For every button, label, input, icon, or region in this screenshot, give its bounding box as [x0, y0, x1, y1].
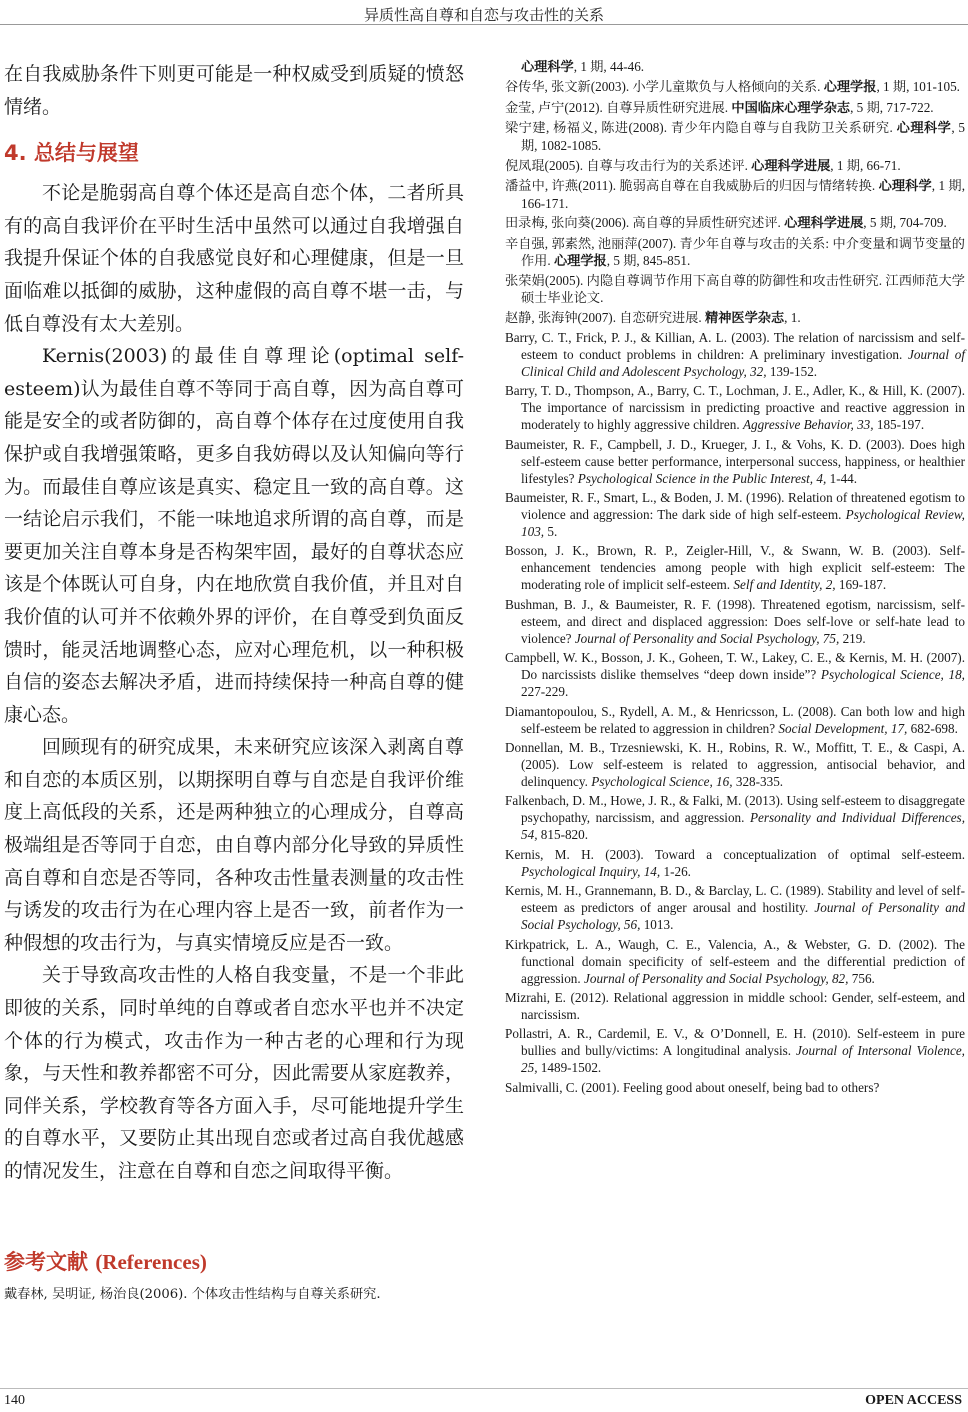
reference-pages: 185-197.: [873, 417, 925, 433]
reference-journal: Journal of Personality and Social Psychology, 75,: [574, 630, 840, 646]
reference-entry: [505, 739, 965, 790]
reference-entry: [505, 119, 965, 154]
header-rule: [0, 24, 968, 25]
reference-journal: 心理学报: [823, 80, 877, 96]
reference-text: Mizrahi, E. (2012). Relational aggression in middle school: Gender, self-esteem, and narcissism.: [505, 989, 965, 1022]
reference-text: Kirkpatrick, L. A., Waugh, C. E., Valencia, A., & Webster, G. D. (2002). The functional domain specificity of self-esteem and the differential prediction of aggression.: [505, 936, 965, 986]
reference-pages: 756.: [848, 970, 875, 986]
reference-text: Baumeister, R. F., Campbell, J. D., Krueger, J. I., & Vohs, K. D. (2003). Does high self-esteem cause better performance, interpersonal success, happiness, or healthier lifestyles?: [505, 436, 965, 486]
reference-pages: , 1.: [784, 309, 801, 325]
reference-journal: 心理科学: [521, 60, 574, 75]
references-heading-en: (References): [95, 1249, 207, 1274]
reference-pages: , 1 期, 101-105.: [876, 79, 960, 95]
section-heading-summary: 4. 总结与展望: [4, 141, 139, 166]
reference-entry: [505, 792, 965, 843]
reference-text: Bosson, J. K., Brown, R. P., Zeigler-Hill, V., & Swann, W. B. (2003). Self-enhancement tendencies among people with high explicit self-esteem: The moderating role of implicit self-esteem.: [505, 543, 965, 593]
reference-entry: [505, 596, 965, 647]
left-column: [4, 58, 464, 1304]
reference-text: 梁宁建, 杨福义, 陈进(2008). 青少年内隐自尊与自我防卫关系研究.: [505, 120, 897, 136]
reference-pages: 139-152.: [766, 363, 818, 379]
reference-journal: 心理科学进展: [751, 158, 831, 174]
reference-pages: 1-44.: [826, 470, 858, 486]
reference-text: Donnellan, M. B., Trzesniewski, K. H., Robins, R. W., Moffitt, T. E., & Caspi, A. (2005). Low self-esteem is related to aggression, antisocial behavior, and delinquency.: [505, 740, 965, 790]
reference-entry: [505, 1025, 965, 1076]
reference-journal: 心理科学: [878, 178, 932, 194]
reference-pages: 815-820.: [537, 827, 589, 843]
reference-entry: [505, 78, 965, 96]
reference-pages: , 1 期, 166-171.: [521, 177, 966, 211]
reference-entry: [505, 58, 965, 76]
paragraph-1: 不论是脆弱高自尊个体还是高自恋个体，二者所具有的高自我评价在平时生活中虽然可以通过自我增强自我提升保证个体的自我感觉良好和心理健康，但是一旦面临难以抵御的威胁，这种虚假的高自尊不堪一击，与低自尊没有太大差别。: [4, 182, 464, 335]
reference-journal: Self and Identity, 2,: [733, 577, 836, 593]
references-heading: [4, 1246, 464, 1276]
reference-pages: , 5 期, 704-709.: [863, 215, 947, 231]
reference-entry-first: 戴春林, 吴明证, 杨治良(2006). 个体攻击性结构与自尊关系研究.: [4, 1286, 381, 1302]
reference-text: Pollastri, A. R., Cardemil, E. V., & O’Donnell, E. H. (2010). Self-esteem in pure bullies and bully/victims: A longitudinal analysis.: [505, 1026, 965, 1059]
reference-journal: Journal of Clinical Child and Adolescent Psychology, 32,: [521, 346, 965, 379]
paragraph-3: 回顾现有的研究成果，未来研究应该深入剥离自尊和自恋的本质区别，以期探明自尊与自恋是自我评价维度上高低段的关系，还是两种独立的心理成分，自尊高极端组是否等同于自恋，由自尊内部分化导致的异质性高自尊和自恋是否等同，各种攻击性量表测量的攻击性与诱发的攻击行为在心理内容上是否一致，前者作为一种假想的攻击行为，与真实情境反应是否一致。: [4, 736, 464, 954]
reference-journal: 心理科学进展: [784, 216, 864, 232]
reference-journal: 精神医学杂志: [705, 310, 785, 326]
reference-entry: [505, 157, 965, 175]
reference-journal: Personality and Individual Differences, 54,: [521, 810, 965, 843]
reference-pages: 227-229.: [521, 684, 569, 700]
reference-text: Kernis, M. H. (2003). Toward a conceptualization of optimal self-esteem.: [505, 846, 965, 862]
reference-text: 辛自强, 郭素然, 池丽萍(2007). 青少年自尊与攻击的关系: 中介变量和调节变量的作用.: [505, 235, 965, 268]
reference-journal: Psychological Science, 16,: [591, 774, 733, 790]
reference-text: Kernis, M. H., Grannemann, B. D., & Barclay, L. C. (1989). Stability and level of self-esteem as predictors of anger arousal and hostility.: [505, 883, 965, 916]
reference-journal: Social Development, 17,: [778, 720, 908, 736]
reference-journal: Psychological Science, 18,: [820, 667, 965, 683]
reference-text: Barry, C. T., Frick, P. J., & Killian, A. L. (2003). The relation of narcissism and self-esteem to conduct problems in children: A preliminary investigation.: [505, 329, 965, 362]
reference-entry: [505, 649, 965, 700]
reference-journal: 中国临床心理学杂志: [731, 100, 851, 116]
reference-journal: 心理科学: [896, 121, 952, 137]
reference-pages: , 5 期, 845-851.: [606, 252, 691, 268]
reference-entry: [505, 272, 965, 306]
paragraph-2: Kernis(2003)的最佳自尊理论(optimal self-esteem)认为最佳自尊不等同于高自尊，因为高自尊可能是安全的或者防御的，高自尊个体存在过度使用自我保护或自我增强策略，更多自我妨碍以及认知偏向等行为。而最佳自尊应该是真实、稳定且一致的高自尊。这一结论启示我们，不能一味地追求所谓的高自尊，而是要更加关注自尊本身是否构架牢固，最好的自尊状态应该是个体既认可自身，内在地欣赏自我价值，并且对自我价值的认可并不依赖外界的评价，在自尊受到负面反馈时，能灵活地调整心态，应对心理危机，以一种积极自信的姿态去解决矛盾，进而持续保持一种高自尊的健康心态。: [4, 345, 464, 726]
reference-pages: , 1 期, 66-71.: [830, 157, 901, 173]
reference-journal: Psychological Science in the Public Interest, 4,: [577, 470, 827, 486]
reference-text: 赵静, 张海钟(2007). 自恋研究进展.: [505, 309, 706, 325]
reference-entry: [505, 436, 965, 487]
reference-entry: [505, 703, 965, 737]
reference-entry: [505, 177, 965, 212]
reference-journal: Journal of Personality and Social Psychology, 56,: [521, 900, 965, 933]
reference-pages: 5.: [544, 524, 558, 540]
reference-pages: 682-698.: [907, 720, 958, 736]
reference-journal: Psychological Review, 103,: [521, 507, 965, 540]
reference-text: Falkenbach, D. M., Howe, J. R., & Falki, M. (2013). Using self-esteem to disaggregate psychopathy, narcissism, and aggression.: [505, 793, 965, 826]
reference-journal: Journal of Intersonal Violence, 25,: [521, 1043, 965, 1076]
reference-text: 倪凤琨(2005). 自尊与攻击行为的关系述评.: [505, 157, 752, 173]
reference-pages: 1013.: [640, 917, 674, 933]
reference-entry: [505, 489, 965, 540]
reference-entry: [505, 99, 965, 117]
reference-entry: [505, 882, 965, 933]
reference-pages: , 5 期, 717-722.: [850, 99, 934, 115]
reference-pages: 328-335.: [732, 774, 784, 790]
reference-text: Baumeister, R. F., Smart, L., & Boden, J. M. (1996). Relation of threatened egotism to violence and aggression: The dark side of high self-esteem.: [505, 490, 965, 523]
reference-pages: 219.: [839, 630, 866, 646]
reference-text: Barry, T. D., Thompson, A., Barry, C. T., Lochman, J. E., Adler, K., & Hill, K. (2007). The importance of narcissism in predicting proactive and reactive aggression in moderately to highly aggressive children.: [505, 383, 965, 433]
reference-entry: [505, 329, 965, 380]
footer-rule: [0, 1388, 968, 1389]
reference-entry: [505, 1079, 965, 1096]
reference-pages: , 1 期, 44-46.: [573, 59, 645, 74]
references-heading-cn: 参考文献: [4, 1249, 88, 1274]
reference-entry: [505, 235, 965, 270]
reference-entry: [505, 542, 965, 593]
reference-text: Campbell, W. K., Bosson, J. K., Goheen, T. W., Lakey, C. E., & Kernis, M. H. (2007). Do narcissists dislike themselves “deep down inside”?: [505, 650, 965, 683]
reference-journal: Aggressive Behavior, 33,: [742, 417, 874, 433]
reference-journal: Journal of Personality and Social Psychology, 82,: [584, 970, 849, 986]
reference-entry: [505, 846, 965, 880]
reference-journal: Psychological Inquiry, 14,: [521, 863, 661, 879]
reference-text: 谷传华, 张文新(2003). 小学儿童欺负与人格倾向的关系.: [505, 79, 824, 95]
reference-text: Diamantopoulou, S., Rydell, A. M., & Henricsson, L. (2008). Can both low and high self-esteem be related to aggression in children?: [505, 703, 965, 736]
references-list: [505, 58, 965, 1098]
reference-entry: [505, 214, 965, 232]
reference-text: Salmivalli, C. (2001). Feeling good about oneself, being bad to others?: [505, 1079, 880, 1095]
reference-entry: [505, 309, 965, 327]
paragraph-4: 关于导致高攻击性的人格自我变量，不是一个非此即彼的关系，同时单纯的自尊或者自恋水平也并不决定个体的行为模式，攻击作为一种古老的心理和行为现象，与天性和教养都密不可分，因此需要从家庭教养，同伴关系，学校教育等各方面入手，尽可能地提升学生的自尊水平，又要防止其出现自恋或者过高自我优越感的情况发生，注意在自尊和自恋之间取得平衡。: [4, 964, 464, 1182]
reference-entry: [505, 989, 965, 1023]
reference-entry: [505, 936, 965, 987]
reference-entry: [505, 382, 965, 433]
reference-pages: , 5 期, 1082-1085.: [521, 120, 966, 154]
reference-pages: 1-26.: [660, 863, 691, 879]
page-number: 140: [4, 1393, 25, 1408]
running-header: 异质性高自尊和自恋与攻击性的关系: [363, 6, 604, 24]
footer-brand: OPEN ACCESS: [865, 1393, 962, 1408]
paragraph-continued: 在自我威胁条件下则更可能是一种权威受到质疑的愤怒情绪。: [4, 63, 464, 118]
reference-pages: 169-187.: [835, 577, 887, 593]
reference-journal: 心理学报: [553, 253, 607, 269]
reference-text: 田录梅, 张向葵(2006). 高自尊的异质性研究述评.: [505, 215, 785, 231]
reference-text: Bushman, B. J., & Baumeister, R. F. (1998). Threatened egotism, narcissism, self-esteem, and direct and displaced aggression: Does self-love or self-hate lead to violence?: [505, 596, 965, 646]
reference-text: 张荣娟(2005). 内隐自尊调节作用下高自尊的防御性和攻击性研究. 江西师范大学硕士毕业论文.: [505, 273, 965, 306]
reference-text: 金莹, 卢宁(2012). 自尊异质性研究进展.: [505, 99, 732, 115]
reference-text: 潘益中, 许燕(2011). 脆弱高自尊在自我威胁后的归因与情绪转换.: [505, 177, 879, 193]
reference-pages: 1489-1502.: [537, 1060, 602, 1076]
